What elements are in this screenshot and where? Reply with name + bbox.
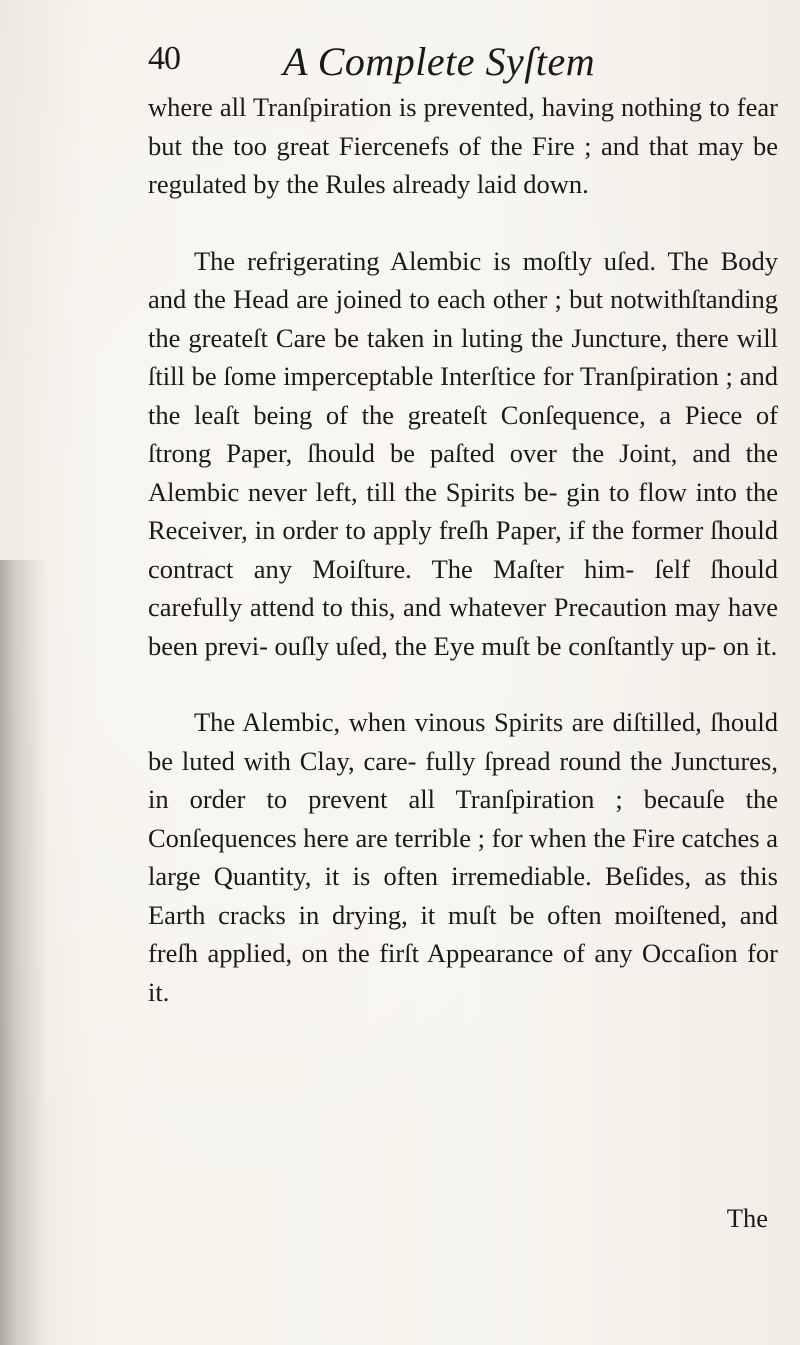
body-text (148, 88, 778, 1011)
running-head: A Complete Syſtem (283, 39, 596, 84)
paragraph-refrigerating-alembic: The refrigerating Alembic is moſtly uſed. The Body and the Head are joined to each other ; but notwithſtanding the greateſt Care be taken in luting the Juncture, there will ſtill be ſome imperceptable Interſtice for Tranſpiration ; and the leaſt being of the greateſt Conſequence, a Piece of ſtrong Paper, ſhould be paſted over the Joint, and the Alembic never left, till the Spirits be- gin to flow into the Receiver, in order to apply freſh Paper, if the former ſhould contract any Moiſture. The Maſter him- ſelf ſhould carefully attend to this, and whatever Precaution may have been previ- ouſly uſed, the Eye muſt be conſtantly up- on it. (148, 245, 778, 661)
catchword: The (726, 1203, 768, 1233)
page-number: 40 (148, 40, 180, 77)
page-header (148, 38, 768, 88)
paragraph-continuation: where all Tranſpiration is prevented, having nothing to fear but the too great Fiercenefs of the Fire ; and that may be regulated by the Rules already laid down. (148, 92, 778, 199)
binding-gutter-shadow (0, 560, 48, 1345)
paragraph-vinous-spirits: The Alembic, when vinous Spirits are diſtilled, ſhould be luted with Clay, care- fully ſpread round the Junctures, in order to prevent all Tranſpiration ; becauſe the Conſequences here are terrible ; for when the Fire catches a large Quantity, it is often irremediable. Beſides, as this Earth cracks in drying, it muſt be often moiſtened, and freſh applied, on the firſt Appearance of any Occaſion for it. (148, 707, 778, 1007)
